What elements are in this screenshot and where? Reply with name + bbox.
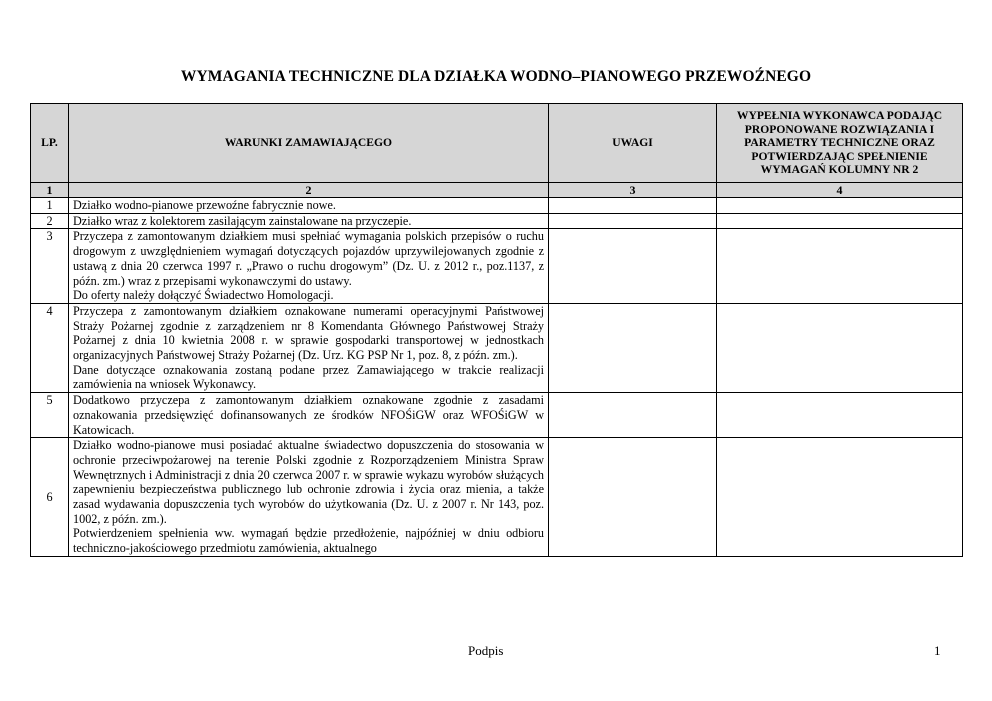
requirement-paragraph: Do oferty należy dołączyć Świadectwo Homologacji.	[73, 288, 334, 303]
column-number-3: 3	[549, 183, 717, 198]
requirement-text	[69, 438, 549, 557]
requirement-text	[69, 303, 549, 392]
uwagi-cell[interactable]	[549, 229, 717, 304]
wykonawca-cell[interactable]	[717, 213, 963, 229]
table-row	[31, 393, 963, 438]
requirement-paragraph: Działko wraz z kolektorem zasilającym zainstalowane na przyczepie.	[73, 213, 412, 228]
requirement-paragraph: Przyczepa z zamontowanym działkiem musi spełniać wymagania polskich przepisów o ruchu drogowym z uwzględnieniem wymagań dotyczących pojazdów uprzywilejowanych zgodnie z ustawą z dnia 20 czerwca 1997 r. „Prawo o ruchu drogowym” (Dz. U. z 2012 r., poz.1137, z późn. zm.) wraz z przepisami wykonawczymi do ustawy.	[73, 229, 544, 288]
uwagi-cell[interactable]	[549, 393, 717, 438]
table-row	[31, 213, 963, 229]
table-row	[31, 303, 963, 392]
requirement-text	[69, 198, 549, 214]
requirement-text	[69, 393, 549, 438]
row-number: 3	[31, 229, 69, 304]
requirement-text	[69, 213, 549, 229]
requirements-table	[30, 103, 963, 557]
wykonawca-cell[interactable]	[717, 229, 963, 304]
column-number-1: 1	[31, 183, 69, 198]
requirement-paragraph: Działko wodno-pianowe przewoźne fabrycznie nowe.	[73, 198, 336, 212]
row-number: 5	[31, 393, 69, 438]
document-title: WYMAGANIA TECHNICZNE DLA DZIAŁKA WODNO–PIANOWEGO PRZEWOŹNEGO	[180, 68, 812, 85]
row-number: 2	[31, 213, 69, 229]
row-number: 4	[31, 303, 69, 392]
row-number: 1	[31, 198, 69, 214]
header-wykonawca: WYPEŁNIA WYKONAWCA PODAJĄC PROPONOWANE ROZWIĄZANIA I PARAMETRY TECHNICZNE ORAZ POTWIERDZAJĄC SPEŁNIENIE WYMAGAŃ KOLUMNY NR 2	[717, 104, 963, 183]
requirement-paragraph: Dodatkowo przyczepa z zamontowanym działkiem oznakowane zgodnie z zasadami oznakowania przedsięwzięć dofinansowanych ze środków NFOŚiGW oraz WFOŚiGW w Katowicach.	[73, 393, 544, 437]
table-row	[31, 438, 963, 557]
requirement-paragraph: Potwierdzeniem spełnienia ww. wymagań będzie przedłożenie, najpóźniej w dniu odbioru techniczno-jakościowego przedmiotu zamówienia, aktualnego	[73, 526, 544, 556]
row-number: 6	[31, 438, 69, 557]
column-number-4: 4	[717, 183, 963, 198]
column-number-2: 2	[69, 183, 549, 198]
header-uwagi: UWAGI	[549, 104, 717, 183]
wykonawca-cell[interactable]	[717, 198, 963, 214]
page-number: 1	[934, 643, 941, 658]
header-warunki: WARUNKI ZAMAWIAJĄCEGO	[69, 104, 549, 183]
table-row	[31, 229, 963, 304]
table-row	[31, 198, 963, 214]
wykonawca-cell[interactable]	[717, 438, 963, 557]
uwagi-cell[interactable]	[549, 198, 717, 214]
requirement-paragraph: Dane dotyczące oznakowania zostaną podane przez Zamawiającego w trakcie realizacji zamówienia na wniosek Wykonawcy.	[73, 362, 544, 392]
requirement-paragraph: Działko wodno-pianowe musi posiadać aktualne świadectwo dopuszczenia do stosowania w ochronie przeciwpożarowej na terenie Polski zgodnie z Rozporządzeniem Ministra Spraw Wewnętrznych i Administracji z dnia 20 czerwca 2007 r. w sprawie wykazu wyrobów służących zapewnieniu bezpieczeństwa publicznego lub ochronie zdrowia i życia oraz mienia, a także zasad wydawania dopuszczenia tych wyrobów do użytkowania (Dz. U. z 2007 r. Nr 143, poz. 1002, z późn. zm.).	[73, 438, 544, 526]
uwagi-cell[interactable]	[549, 213, 717, 229]
uwagi-cell[interactable]	[549, 303, 717, 392]
uwagi-cell[interactable]	[549, 438, 717, 557]
signature-label: Podpis	[468, 643, 504, 658]
requirement-paragraph: Przyczepa z zamontowanym działkiem oznakowane numerami operacyjnymi Państwowej Straży Pożarnej zgodnie z zarządzeniem nr 8 Komendanta Głównego Państwowej Straży Pożarnej z dnia 10 kwietnia 2008 r. w sprawie gospodarki transportowej w jednostkach organizacyjnych Państwowej Straży Pożarnej (Dz. Urz. KG PSP Nr 1, poz. 8, z późn. zm.).	[73, 303, 544, 363]
wykonawca-cell[interactable]	[717, 303, 963, 392]
header-lp: LP.	[31, 104, 69, 183]
requirement-text	[69, 229, 549, 304]
wykonawca-cell[interactable]	[717, 393, 963, 438]
